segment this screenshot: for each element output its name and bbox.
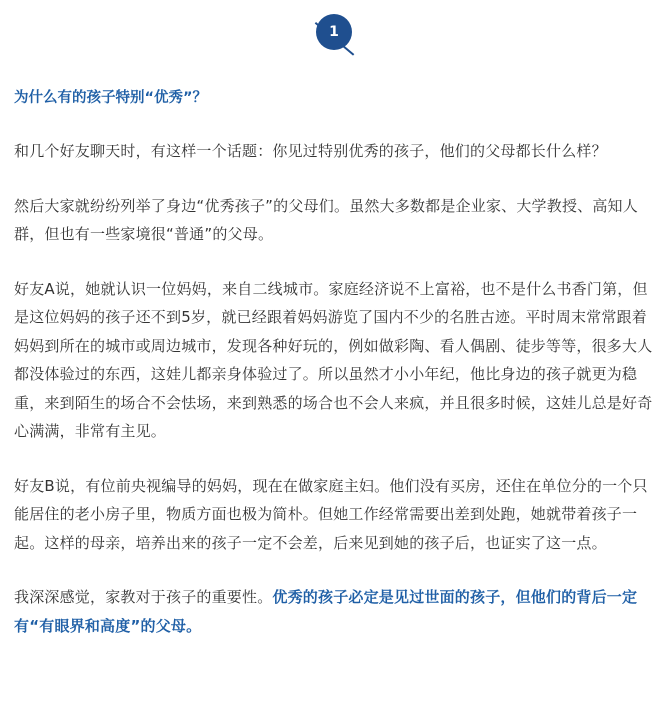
paragraph-1: 和几个好友聊天时，有这样一个话题：你见过特别优秀的孩子，他们的父母都长什么样？ — [14, 142, 607, 160]
article-body — [14, 87, 660, 668]
paragraph-5-text: 我深深感觉，家教对于孩子的重要性。 — [14, 588, 273, 606]
paragraph-5-highlight: 优秀的孩子必定是见过世面的孩子，但他们的背后一定有“有眼界和高度”的父母。 — [14, 588, 638, 635]
paragraph-2: 然后大家就纷纷列举了身边“优秀孩子”的父母们。虽然大多数都是企业家、大学教授、高知人群，但也有一些家境很“普通”的父母。 — [14, 196, 638, 243]
paragraph-4: 好友B说，有位前央视编导的妈妈，现在在做家庭主妇。他们没有买房，还住在单位分的一个只能居住的老小房子里，物质方面也极为简朴。但她工作经常需要出差到处跑，她就带着孩子一起。这样的母亲，培养出来的孩子一定不会差，后来见到她的孩子后，也证实了这一点。 — [14, 476, 648, 552]
section-number-badge — [314, 12, 360, 58]
paragraph-5 — [14, 583, 660, 640]
section-number: 1 — [316, 14, 352, 50]
paragraph-3: 好友A说，她就认识一位妈妈，来自二线城市。家庭经济说不上富裕，也不是什么书香门第，但是这位妈妈的孩子还不到5岁，就已经跟着妈妈游览了国内不少的名胜古迹。平时周末常常跟着妈妈到所在的城市或周边城市，发现各种好玩的，例如做彩陶、看人偶剧、徒步等等，很多大人都没体验过的东西，这娃儿都亲身体验过了。所以虽然才小小年纪，他比身边的孩子就更为稳重，来到陌生的场合不会怯场，来到熟悉的场合也不会人来疯，并且很多时候，这娃儿总是好奇心满满，非常有主见。 — [14, 279, 653, 440]
section-heading: 为什么有的孩子特别“优秀”？ — [14, 90, 208, 106]
